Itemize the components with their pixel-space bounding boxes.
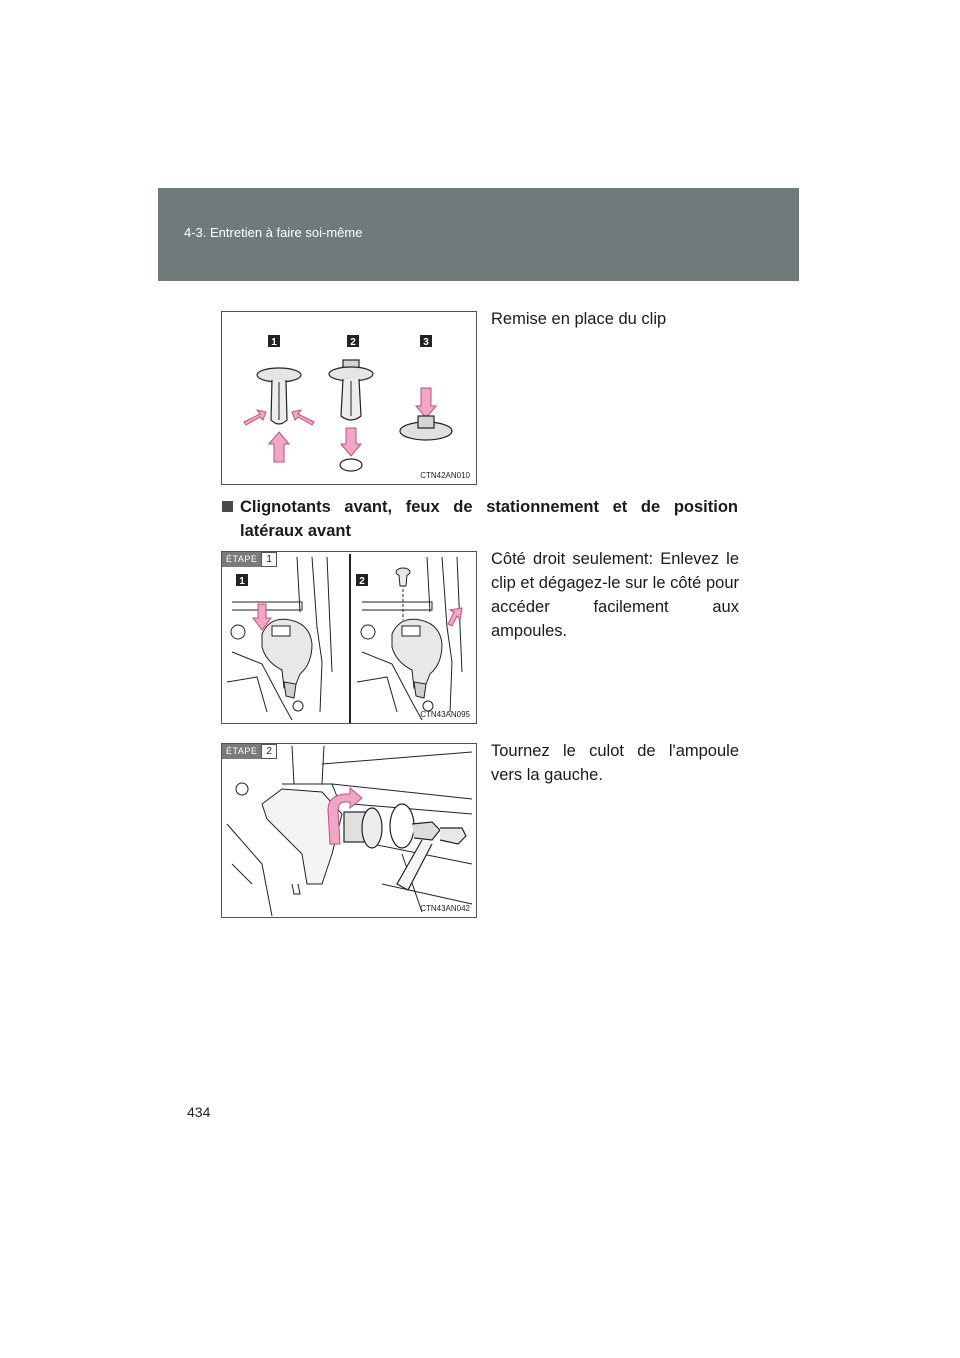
clip-install-figure (221, 311, 477, 485)
figure-code: CTN43AN095 (420, 710, 470, 719)
etape-number: 1 (261, 552, 277, 567)
etape-number: 2 (261, 744, 277, 759)
step2-figure (221, 743, 477, 918)
figure-code: CTN43AN042 (420, 904, 470, 913)
section-title: 4-3. Entretien à faire soi-même (184, 225, 363, 240)
clip-install-illustration (222, 312, 477, 485)
page-number: 434 (187, 1104, 211, 1120)
label-3: 3 (423, 337, 429, 348)
step1-illustration (222, 552, 477, 724)
etape-word: ÉTAPE (222, 744, 261, 759)
figure-code: CTN42AN010 (420, 471, 470, 480)
square-bullet-icon (222, 501, 233, 512)
step1-etape-badge (222, 552, 277, 567)
step1-label-2: 2 (359, 576, 365, 587)
etape-word: ÉTAPE (222, 552, 261, 567)
label-2: 2 (350, 337, 356, 348)
section-subheading (222, 495, 738, 543)
clip-install-caption: Remise en place du clip (491, 310, 667, 328)
step2-etape-badge (222, 744, 277, 759)
label-1: 1 (271, 337, 277, 348)
section-header (158, 188, 799, 281)
step1-figure (221, 551, 477, 724)
step2-illustration (222, 744, 477, 918)
step1-label-1: 1 (239, 576, 245, 587)
step1-text: Côté droit seulement: Enlevez le clip et dégagez-le sur le côté pour accéder facilement aux ampoules. (491, 550, 739, 640)
subheading-text: Clignotants avant, feux de stationnement et de position latéraux avant (240, 498, 738, 540)
step2-text: Tournez le culot de l'ampoule vers la gauche. (491, 742, 739, 784)
